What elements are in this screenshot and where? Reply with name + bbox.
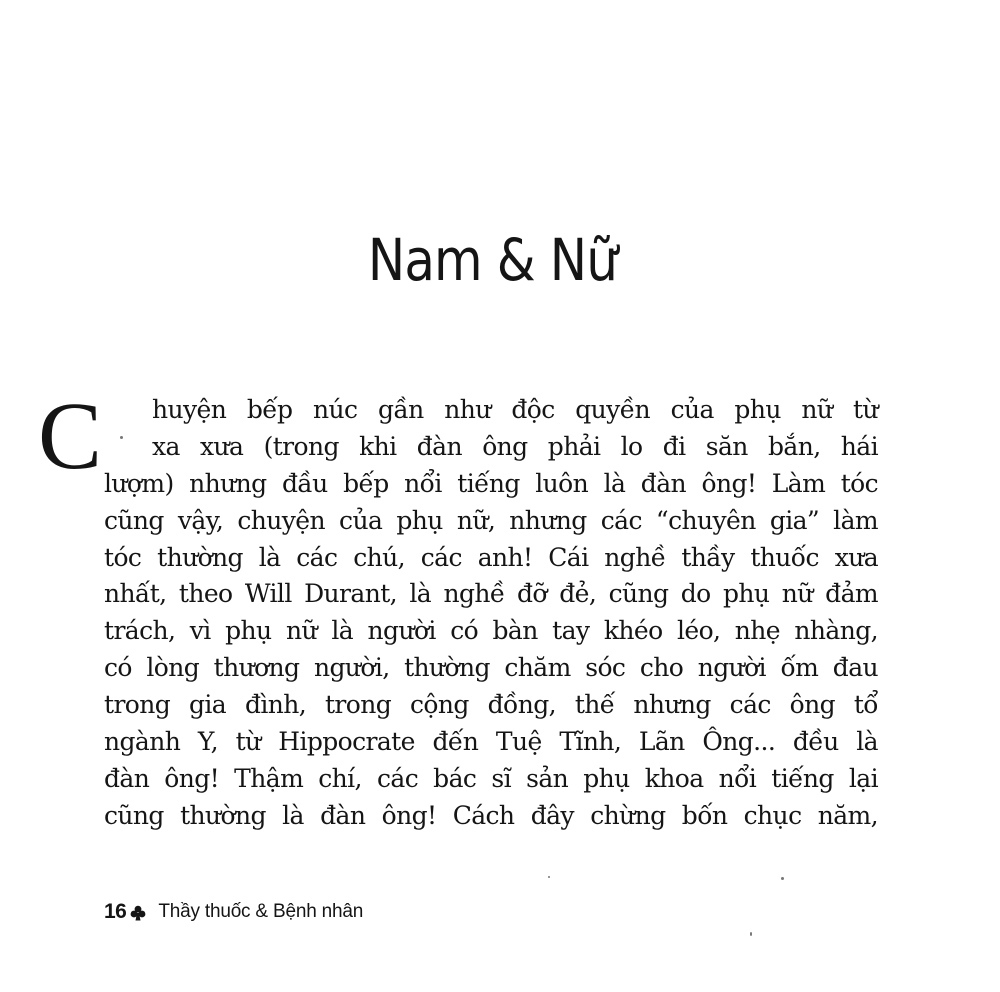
body-line: trách, vì phụ nữ là người có bàn tay khéo léo, nhẹ nhàng, (104, 616, 878, 646)
body-line: huyện bếp núc gần như độc quyền của phụ nữ từ (152, 395, 878, 424)
body-line: tóc thường là các chú, các anh! Cái nghề thầy thuốc xưa (104, 542, 878, 572)
body-line: nhất, theo Will Durant, là nghề đỡ đẻ, cũng do phụ nữ đảm (104, 579, 878, 609)
page-number: 16 (104, 900, 127, 923)
print-speck (781, 877, 784, 880)
body-line: ngành Y, từ Hippocrate đến Tuệ Tĩnh, Lãn Ông... đều là (104, 727, 878, 757)
drop-cap: C (38, 382, 103, 489)
chapter-body (104, 392, 878, 835)
club-icon (130, 905, 146, 921)
body-line: trong gia đình, trong cộng đồng, thế nhưng các ông tổ (104, 690, 878, 720)
running-title: Thầy thuốc & Bệnh nhân (158, 901, 364, 922)
body-line: lượm) nhưng đầu bếp nổi tiếng luôn là đàn ông! Làm tóc (104, 468, 878, 498)
print-speck (750, 932, 752, 936)
print-speck (120, 436, 123, 439)
page-footer (104, 900, 363, 924)
body-line: cũng vậy, chuyện của phụ nữ, nhưng các “chuyên gia” làm (104, 505, 878, 535)
chapter-title: Nam & Nữ (367, 226, 617, 294)
body-line: xa xưa (trong khi đàn ông phải lo đi săn bắn, hái (152, 431, 878, 461)
body-line: đàn ông! Thậm chí, các bác sĩ sản phụ khoa nổi tiếng lại (104, 763, 878, 793)
body-line: cũng thường là đàn ông! Cách đây chừng bốn chục năm, (104, 800, 878, 830)
print-speck (548, 876, 550, 878)
body-line: có lòng thương người, thường chăm sóc cho người ốm đau (104, 653, 878, 683)
